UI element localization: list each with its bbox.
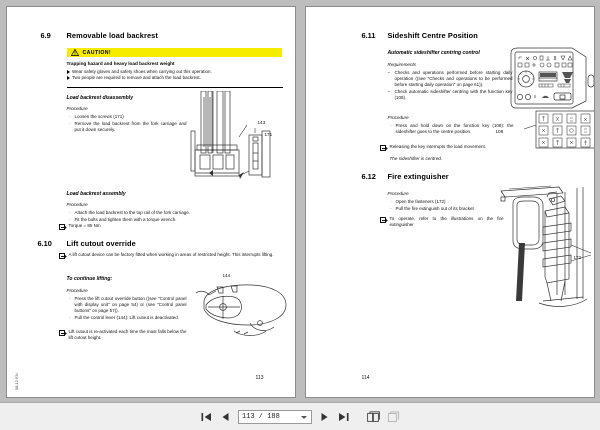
- procedure-label-610: Procedure: [66, 288, 88, 293]
- heading-continue-lifting: To continue lifting:: [66, 276, 113, 282]
- note-arrow-icon: [59, 330, 65, 336]
- heading-assembly: Load backrest assembly: [66, 191, 126, 197]
- page-number-right: 114: [361, 375, 370, 381]
- callout-108: 108: [495, 129, 504, 134]
- pages-area: [0, 6, 600, 402]
- note-lift-cutout-intro: A lift cutout device can be factory fitted when working in areas of restricted height. This interrupts lifting.: [59, 252, 281, 259]
- bullet-dot: ·: [390, 123, 392, 128]
- steps-612: [390, 199, 510, 212]
- caution-label: CAUTION!: [82, 49, 112, 56]
- note-extinguisher: To operate, refer to the illustrations on the fire extinguisher: [380, 216, 504, 228]
- caution-banner: [67, 48, 282, 57]
- caution-body: [67, 61, 283, 81]
- figure-control-lever: [190, 279, 290, 341]
- two-page-view-button[interactable]: [366, 410, 380, 424]
- bullet-dot: ·: [69, 216, 71, 222]
- two-page-view-icon: [367, 411, 380, 423]
- last-page-button[interactable]: [337, 410, 350, 424]
- bullet-dot: ·: [390, 205, 392, 211]
- callout-171: 171: [264, 132, 273, 137]
- section-title-6-12: Fire extinguisher: [387, 172, 449, 181]
- requirements-list: [388, 70, 513, 101]
- note-arrow-icon: [380, 145, 386, 151]
- caution-bullet-1: Wear safety gloves and safety shoes when carrying out this operation.: [67, 69, 283, 75]
- first-page-button[interactable]: [200, 410, 213, 424]
- viewer-toolbar: [0, 402, 600, 430]
- steps-610: [69, 296, 187, 321]
- bullet-dot: ·: [69, 210, 71, 215]
- page-number-field[interactable]: [238, 410, 312, 424]
- page-left[interactable]: [6, 6, 296, 398]
- note-sideshifter-italic: The sideshifter is centred.: [389, 156, 443, 161]
- procedure-label-612: Procedure: [387, 191, 409, 196]
- list-item: · Pull the control lever (144): Lift cutout is deactivated.: [69, 314, 180, 320]
- margin-document-code: 08.12 EN: [13, 373, 19, 390]
- list-item: · Attach the load backrest to the top rail of the fork carriage.: [69, 210, 191, 215]
- list-item: · Pull the fire extinguish out of its bracket: [390, 205, 474, 211]
- bullet-dot: ·: [69, 114, 71, 119]
- callout-143: 143: [257, 120, 266, 125]
- figure-load-backrest: [187, 91, 287, 191]
- warning-triangle-icon: [71, 49, 79, 56]
- prev-page-button[interactable]: [219, 410, 232, 424]
- single-page-view-icon: [387, 411, 400, 423]
- section-title-6-11: Sideshift Centre Position: [387, 31, 478, 40]
- procedure-label-611: Procedure: [387, 115, 409, 120]
- page-number-input[interactable]: [242, 413, 300, 421]
- dash-bullet: –: [387, 88, 391, 94]
- list-item: · Loosen the screws (171): [69, 114, 124, 119]
- heading-disassembly: Load backrest disassembly: [66, 95, 134, 101]
- bullet-dot: ·: [69, 314, 71, 320]
- list-item: · Press the lift cutout override button ((see "Control panel with display unit" on page 54) or (see "Control panel buttons" on page 57)).: [69, 296, 187, 314]
- note-sideshifter: Releasing the key interrupts the load movement.: [380, 144, 515, 151]
- bullet-dot: ·: [69, 120, 71, 126]
- figure-control-panel: [506, 45, 595, 157]
- single-page-view-button[interactable]: [386, 410, 400, 424]
- note-arrow-icon: [59, 253, 65, 259]
- dash-bullet: –: [387, 70, 391, 75]
- procedure-label-disassembly: Procedure: [66, 106, 88, 111]
- chevron-down-icon[interactable]: [301, 416, 307, 419]
- heading-sideshifter: Automatic sideshifter centring control: [387, 50, 480, 56]
- prev-page-icon: [221, 412, 230, 422]
- list-item: · Remove the load backrest from the fork carriage and put it down securely.: [69, 120, 187, 132]
- note-torque: Torque = 85 Nm: [59, 223, 259, 230]
- note-arrow-icon: [59, 224, 65, 230]
- list-item: · Fit the bolts and tighten them with a torque wrench.: [69, 216, 177, 222]
- steps-assembly: [69, 210, 269, 223]
- section-number-6-10: 6.10: [37, 239, 52, 248]
- bullet-dot: ·: [69, 296, 71, 301]
- caution-bullet-2: Two people are required to remove and attach the load backrest.: [67, 75, 283, 81]
- bullet-dot: ·: [390, 199, 392, 204]
- divider: [67, 87, 283, 88]
- triangle-bullet-icon: [67, 76, 70, 80]
- next-page-icon: [320, 412, 329, 422]
- note-lift-cutout-reactivate: Lift cutout is re-activated each time the mast falls below the lift cutout height.: [59, 329, 187, 341]
- last-page-icon: [338, 412, 349, 422]
- callout-172: 172: [573, 255, 582, 260]
- steps-disassembly: [69, 114, 187, 133]
- list-item: · Press and hold down on the function key (108): the sideshifter goes to the centre position.: [390, 123, 514, 135]
- first-page-icon: [201, 412, 212, 422]
- figure-fire-extinguisher: [499, 183, 595, 311]
- section-number-6-12: 6.12: [361, 172, 376, 181]
- next-page-button[interactable]: [318, 410, 331, 424]
- section-title-6-9: Removable load backrest: [66, 31, 158, 40]
- requirements-label: Requirements: [387, 62, 417, 67]
- section-title-6-10: Lift cutout override: [66, 239, 136, 248]
- section-number-6-9: 6.9: [40, 31, 51, 40]
- list-item: – Check automatic sideshifter centring with the function key (108).: [387, 88, 513, 100]
- callout-144: 144: [222, 273, 231, 278]
- note-arrow-icon: [380, 217, 386, 223]
- triangle-bullet-icon: [67, 70, 70, 74]
- caution-title: Trapping hazard and heavy load backrest weight: [66, 61, 175, 66]
- list-item: – Checks and operations performed before starting daily operation ((see "Checks and operations to be performed before starting daily operation" on page 61)).: [387, 70, 513, 88]
- procedure-label-assembly: Procedure: [66, 202, 88, 207]
- page-right[interactable]: [305, 6, 595, 398]
- page-number-left: 113: [255, 375, 264, 381]
- list-item: · Open the fasteners (172): [390, 199, 446, 204]
- section-number-6-11: 6.11: [361, 31, 376, 40]
